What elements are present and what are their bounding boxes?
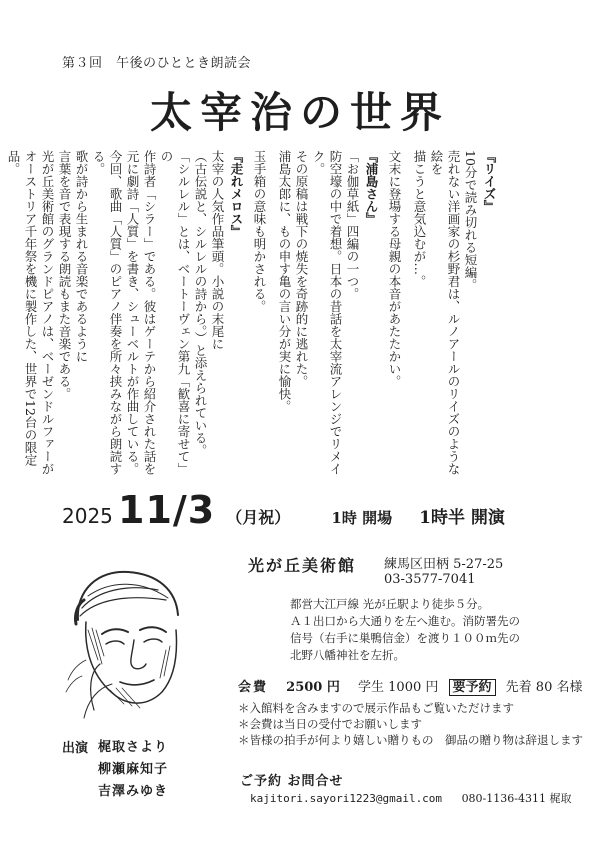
work-line: 歌が詩から生まれる音楽であるように (74, 150, 89, 363)
work-line: 今回、歌曲「人質」のピアノ伴奏を所々挟みながら朗読する。 (91, 150, 123, 475)
start-time: 1時半 開演 (419, 508, 505, 528)
fee-general: 2500 円 (286, 680, 340, 695)
contact-info (250, 790, 571, 806)
portrait-sketch-icon (58, 560, 206, 720)
access-line: 信号（右手に巣鴨信金）を渡り１００ｍ先の (290, 631, 520, 645)
work-line: 売れない洋画家の杉野君は、ルノアールのリイズのような絵を (429, 150, 461, 475)
date-year: 2025 (62, 504, 113, 528)
note-item: ＊入館料を含みますので展示作品もご覧いただけます (238, 701, 514, 715)
fee-label: 会費 (238, 680, 269, 695)
note-item: ＊皆様の拍手が何より嬉しい贈りもの 御品の贈り物は辞退します (238, 733, 583, 747)
performer-name: 柳瀬麻知子 (98, 762, 169, 777)
performers-label: 出演 (62, 741, 89, 756)
fee-info (238, 676, 582, 695)
work-line: 描こうと意気込むが…。 (412, 150, 427, 288)
work-line: 10分で読み切れる短編。 (463, 150, 478, 291)
work-line: 太宰の人気作品筆頭。小説の末尾に (210, 150, 225, 350)
performer-name: 吉澤みゆき (98, 784, 169, 799)
work-line: その原稿は戦下の焼失を奇跡的に逃れた。 (294, 150, 309, 388)
work-hashire-merosu (5, 150, 245, 480)
fee-student: 学生 1000 円 (358, 680, 439, 695)
work-heading: 『リイズ』 (482, 150, 497, 213)
work-line: 言葉を音で表現する朗読もまた音楽である。 (57, 150, 72, 400)
works-description (5, 150, 504, 480)
author-portrait (58, 560, 206, 720)
work-riizu (386, 150, 498, 480)
venue-address: 練馬区田柄 5-27-25 (384, 557, 504, 572)
access-line: Ａ１出口から大通りを左へ進む。消防署先の (290, 614, 520, 628)
event-date (62, 488, 505, 532)
work-heading: 『走れメロス』 (229, 150, 244, 238)
date-month-day: 11/3 (118, 488, 216, 532)
access-directions (290, 596, 520, 664)
venue-phone: 03-3577-7041 (384, 572, 476, 587)
work-line: 浦島太郎に、もの申す亀の言い分が実に愉快。 (277, 150, 292, 413)
note-item: ＊会費は当日の受付でお願いします (238, 717, 422, 731)
work-line: 防空壕の中で着想。日本の昔話を太宰流アレンジでリメイク。 (311, 150, 343, 475)
work-line: 玉手箱の意味も明かされる。 (252, 150, 267, 313)
access-line: 北野八幡神社を左折。 (290, 648, 405, 662)
contact-phone[interactable]: 080-1136-4311 梶取 (461, 792, 572, 805)
capacity-note: 先着 80 名様 (505, 680, 583, 695)
work-line: 作詩者「シラー」である。彼はゲーテから紹介された話を (142, 150, 157, 475)
contact-heading: ご予約 お問合せ (240, 774, 344, 789)
date-weekday: （月祝） (226, 508, 291, 527)
work-line: 「シルレル」とは、ベートーヴェン第九「歓喜に寄せて」の (159, 150, 191, 475)
work-urashima (251, 150, 380, 480)
access-line: 都営大江戸線 光が丘駅より徒歩５分。 (290, 597, 490, 611)
contact-email[interactable]: kajitori.sayori1223@gmail.com (250, 792, 443, 805)
work-heading: 『浦島さん』 (364, 150, 379, 225)
notes-list (238, 700, 583, 748)
performers-list (98, 737, 168, 803)
work-line: 文末に登場する母親の本音があたたかい。 (387, 150, 402, 388)
work-line: 「お伽草紙」四編の一つ。 (345, 150, 360, 300)
performer-name: 梶取さより (98, 740, 169, 755)
work-line: 光が丘美術館のグランドピアノは、ベーゼンドルファーが (40, 150, 55, 475)
page-title: 太宰治の世界 (149, 88, 450, 137)
work-line: オーストリア千年祭を機に製作した、世界で12台の限定品。 (6, 150, 38, 466)
doors-open-time: 1時 開場 (331, 509, 393, 527)
reservation-required-badge: 要予約 (449, 679, 496, 696)
venue-name: 光が丘美術館 (248, 556, 357, 575)
work-line: 元に劇詩「人質」を書き、シューベルトが作曲している。 (125, 150, 140, 475)
work-line: （古伝説と、シルレルの詩から。）と添えられている。 (193, 150, 208, 457)
event-label: 第３回 午後のひととき朗読会 (62, 56, 252, 71)
